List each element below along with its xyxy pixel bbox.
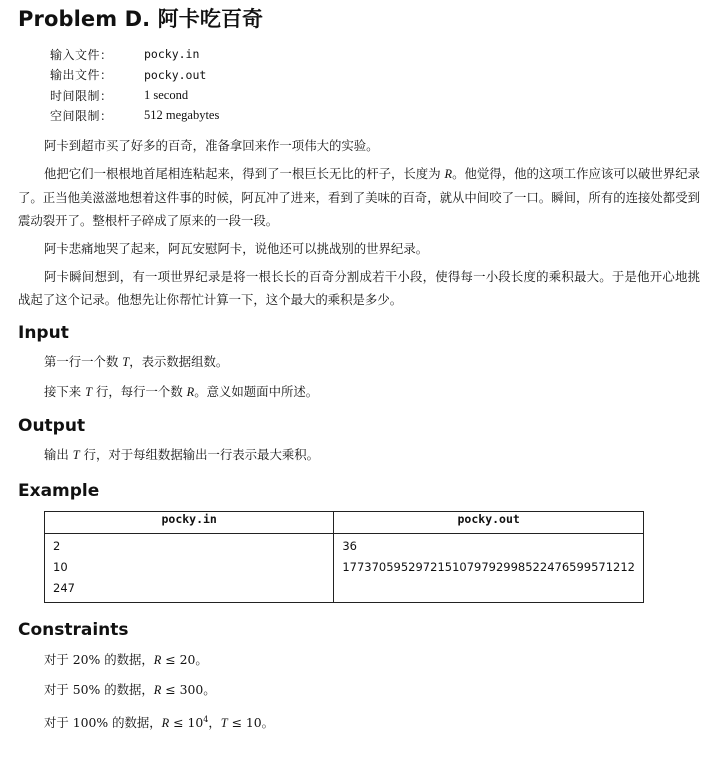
example-body-row (45, 534, 644, 603)
example-input-header: pocky.in (45, 512, 334, 534)
constraints-heading: Constraints (18, 620, 129, 640)
meta-value: pocky.out (144, 67, 207, 82)
statement (18, 134, 700, 311)
example-input-line: 2 (53, 539, 61, 553)
statement-paragraph-3: 阿卡悲痛地哭了起来，阿瓦安慰阿卡，说他还可以挑战别的世界纪录。 (44, 241, 429, 256)
input-line-2 (18, 380, 700, 404)
text: 接下来 (44, 384, 86, 399)
problem-meta (50, 44, 700, 126)
meta-value: 512 megabytes (144, 108, 220, 123)
meta-label: 空间限制： (50, 109, 113, 124)
text: 第一行一个数 (44, 354, 123, 369)
text: 对于 100% 的数据， (44, 715, 162, 731)
text: ≤ 20。 (161, 652, 208, 667)
variable-r: R (444, 167, 453, 181)
example-output-line: 1773705952972151079792998522476599571212 (342, 560, 635, 574)
meta-time-limit (50, 85, 700, 106)
meta-value: 1 second (144, 87, 189, 102)
text: 对于 50% 的数据， (44, 682, 154, 697)
text: ≤ 10 (169, 715, 204, 731)
text: 。他觉得，他的这项工作应该可以破世界纪录了。正当他美滋滋地想着这件事的时候，阿瓦冲了进来，看到了美味的百奇，就从中间咬了一口。瞬间，所有的连接处都受到震动裂开了。整根杆子碎成了原来的一段一段。 (18, 166, 700, 228)
example-header-row (45, 512, 644, 534)
variable-r: R (186, 385, 195, 399)
statement-paragraph-4: 阿卡瞬间想到，有一项世界纪录是将一根长长的百奇分割成若干小段，使得每一小段长度的乘积最大。于是他开心地挑战起了这个记录。他想先让你帮忙计算一下，这个最大的乘积是多少。 (18, 269, 700, 307)
input-section (18, 350, 700, 404)
variable-t: T (72, 448, 80, 462)
statement-paragraph-1: 阿卡到超市买了好多的百奇，准备拿回来作一项伟大的实验。 (44, 138, 379, 153)
constraints-section (18, 648, 700, 735)
variable-r: R (153, 653, 162, 667)
text: ≤ 10。 (227, 715, 275, 731)
input-line-1 (18, 350, 700, 374)
example-input-cell (45, 534, 334, 603)
text: ≤ 300。 (161, 682, 216, 697)
meta-label: 输入文件： (50, 47, 113, 62)
statement-paragraph-2 (18, 162, 700, 232)
text: ， (208, 715, 221, 731)
text: ，表示数据组数。 (129, 354, 229, 369)
example-output-header: pocky.out (334, 512, 644, 534)
exponent: 4 (203, 715, 209, 724)
meta-output-file (50, 65, 700, 86)
meta-value: pocky.in (144, 47, 200, 62)
meta-label: 输出文件： (50, 68, 113, 83)
variable-r: R (161, 716, 170, 731)
text: 对于 20% 的数据， (44, 652, 154, 667)
output-section (18, 443, 700, 467)
example-input-line: 10 (53, 560, 68, 574)
variable-t: T (85, 385, 93, 399)
variable-t: T (122, 355, 130, 369)
text: 输出 (44, 447, 73, 462)
input-heading: Input (18, 323, 69, 343)
text: 行，对于每组数据输出一行表示最大乘积。 (79, 447, 320, 462)
meta-input-file (50, 44, 700, 65)
variable-t: T (220, 716, 228, 731)
output-line-1 (18, 443, 700, 467)
variable-r: R (153, 683, 162, 697)
meta-label: 时间限制： (50, 88, 113, 103)
text: 。意义如题面中所述。 (194, 384, 319, 399)
example-output-line: 36 (342, 539, 357, 553)
meta-memory-limit (50, 106, 700, 127)
constraint-3 (18, 708, 700, 735)
example-input-line: 247 (53, 581, 75, 595)
output-heading: Output (18, 416, 86, 436)
page-title: Problem D. 阿卡吃百奇 (18, 7, 264, 31)
text: 行，每行一个数 (92, 384, 187, 399)
example-heading: Example (18, 481, 100, 501)
constraint-2 (18, 678, 700, 702)
example-table (44, 511, 644, 603)
example-output-cell (334, 534, 644, 603)
constraint-1 (18, 648, 700, 672)
text: 他把它们一根根地首尾相连粘起来，得到了一根巨长无比的杆子，长度为 (44, 166, 445, 181)
